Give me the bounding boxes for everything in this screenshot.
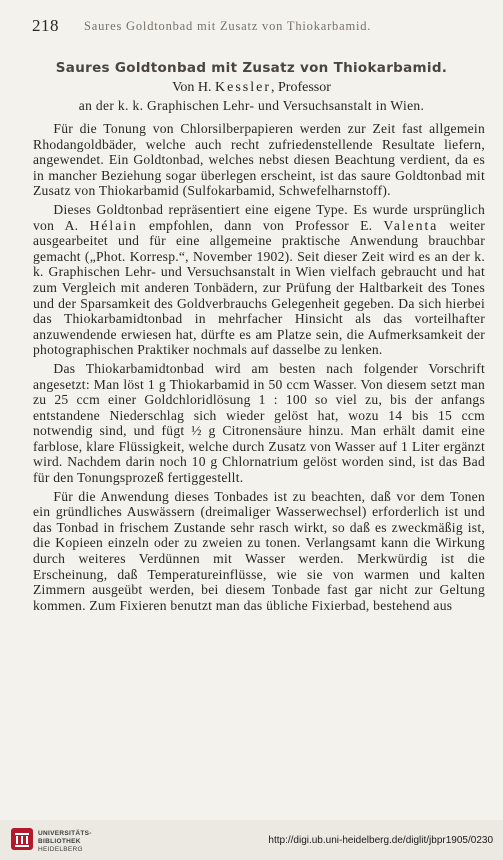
library-logo[interactable] [10,824,120,856]
article-byline: Von H. Kessler, Professor [172,80,331,95]
logo-text-line-1: UNIVERSITÄTS- [38,830,92,837]
page-number: 218 [32,16,59,35]
digitization-footer [0,820,503,860]
paragraph-1: Für die Tonung von Chlorsilberpapieren werden zur Zeit fast allgemein Rhodangoldbäder, welche auch recht zufriedenstellende Resultate liefern, angewendet. Ein Goldtonbad, welches nebst diesen Beachtung verdient, da es in mancher Beziehung sogar überlegen erscheint, ist das saure Goldtonbad mit Zusatz von Thiokarbamid (Sulfokarbamid, Schwefelharnstoff). [33,121,485,199]
paragraph-2: Dieses Goldtonbad repräsentiert eine eigene Type. Es wurde ursprünglich von A. Hélain empfohlen, dann von Professor E. Valenta weiter ausgearbeitet und für eine allgemeine praktische Anwendung brauchbar gemacht („Phot. Korresp.“, November 1902). Seit dieser Zeit wird es an der k. k. Graphischen Lehr- und Versuchsanstalt in Wien vielfach gebraucht und hat zum Vergleich mit anderen Tonbädern, zur Prüfung der Haltbarkeit des Tones und der Sparsamkeit des Goldverbrauchs Gelegenheit gegeben. Da sich hierbei das Thiokarbamidtonbad in mehrfacher Hinsicht als das vorteilhafter anzuwendende erwiesen hat, dürfte es am Platze sein, die Aufmerksamkeit der photographischen Praktiker nochmals auf dasselbe zu lenken. [33,201,485,358]
paragraph-3: Das Thiokarbamidtonbad wird am besten nach folgender Vorschrift angesetzt: Man löst 1 g Thiokarbamid in 50 ccm Wasser. Von diesem setzt man zu 25 ccm einer Goldchloridlösung 1 : 100 so viel zu, bis der anfangs entstandene Niederschlag sich wieder gelöst hat, wozu 14 bis 15 ccm notwendig sind, und fügt ½ g Citronensäure hinzu. Man erhält damit eine farblose, klare Flüssigkeit, welche durch Zusatz von Wasser auf 1 Liter ergänzt wird. Nachdem darin noch 10 g Chlornatrium gelöst worden sind, ist das Bad für den Tonungsprozeß fertiggestellt. [33,360,485,486]
source-url-link[interactable]: http://digi.ub.uni-heidelberg.de/diglit/jbpr1905/0230 [268,835,493,846]
logo-text-line-3: HEIDELBERG [38,846,83,853]
running-header [32,16,471,38]
article-title: Saures Goldtonbad mit Zusatz von Thiokarbamid. [55,60,448,76]
library-seal-icon [10,827,34,851]
logo-text-line-2: BIBLIOTHEK [38,838,81,845]
article-body [33,121,485,616]
paragraph-4: Für die Anwendung dieses Tonbades ist zu beachten, daß vor dem Tonen ein gründliches Auswässern (dreimaliger Wasserwechsel) erforderlich ist und das Tonbad in frischem Zustande sehr rasch wirkt, so daß es zweckmäßig ist, die Kopieen einzeln oder zu zweien zu tonen. Verlangsamt kann die Wirkung durch weiteres Verdünnen mit Wasser werden. Merkwürdig ist die Erscheinung, daß Temperatureinflüsse, wie sie von warmen und kalten Zimmern ausgeübt werden, bei diesem Tonbade fast gar nicht zur Geltung kommen. Zum Fixieren benutzt man das übliche Fixierbad, bestehend aus [33,488,485,613]
author-affiliation: an der k. k. Graphischen Lehr- und Versuchsanstalt in Wien. [78,98,425,113]
running-title: Saures Goldtonbad mit Zusatz von Thiokarbamid. [84,19,372,33]
